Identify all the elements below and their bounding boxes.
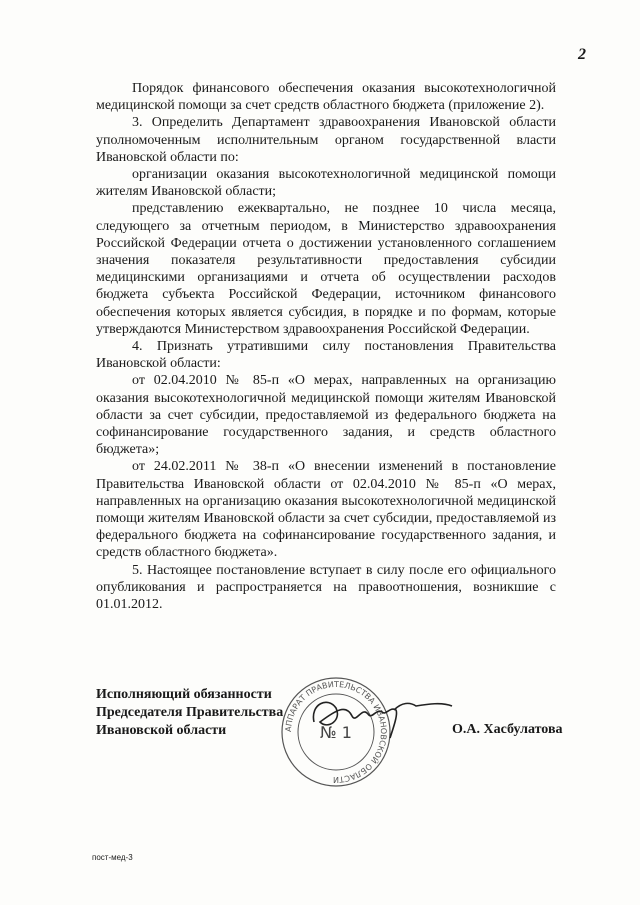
paragraph-item-4: 4. Признать утратившими силу постановления Правительства Ивановской области: <box>96 339 556 372</box>
paragraph-item-3-a: организации оказания высокотехнологичной медицинской помощи жителям Ивановской области; <box>96 167 556 200</box>
paragraph-item-4-a: от 02.04.2010 № 85-п «О мерах, направленных на организацию оказания высокотехнологичной медицинской помощи жителям Ивановской области за счет субсидии, предоставляемой из федерального бюджета на софинансирование государственного задания, и средств областного бюджета»; <box>96 373 556 458</box>
paragraph-procedure: Порядок финансового обеспечения оказания высокотехнологичной медицинской помощи за счет средств областного бюджета (приложение 2). <box>96 81 556 114</box>
signer-name: О.А. Хасбулатова <box>452 722 563 737</box>
page-number: 2 <box>578 46 586 63</box>
paragraph-item-5: 5. Настоящее постановление вступает в силу после его официального опубликования и распространяется на правоотношения, возникшие с 01.01.2012. <box>96 562 556 613</box>
stamp-number: № 1 <box>320 723 352 742</box>
paragraph-item-4-b: от 24.02.2011 № 38-п «О внесении изменений в постановление Правительства Ивановской области от 02.04.2010 № 85-п «О мерах, направленных на организацию оказания высокотехнологичной медицинской помощи жителям Ивановской области за счет субсидии, предоставляемой из федерального бюджета на софинансирование государственного задания, и средств областного бюджета». <box>96 459 556 561</box>
document-code: пост-мед-3 <box>92 853 133 862</box>
signature-line-2: Председателя Правительства <box>96 705 284 720</box>
signature-line-3: Ивановской области <box>96 723 227 738</box>
paragraph-item-3-b: представлению ежеквартально, не позднее 10 числа месяца, следующего за отчетным периодом, в Министерство здравоохранения Российской Федерации отчета о достижении установленного соглашением значения показателя результативности предоставления субсидии медицинскими организациями и отчета об осуществлении расходов бюджета субъекта Российской Федерации, источником финансового обеспечения которых является субсидия, в порядке и по формам, которые утверждаются Министерством здравоохранения Российской Федерации. <box>96 201 556 337</box>
signature-title <box>96 686 283 740</box>
paragraph-item-3: 3. Определить Департамент здравоохранения Ивановской области уполномоченным исполнительным органом государственной власти Ивановской области по: <box>96 115 556 165</box>
document-body <box>96 80 556 613</box>
stamp-ring-text: АППАРАТ ПРАВИТЕЛЬСТВА ИВАНОВСКОЙ ОБЛАСТИ <box>283 679 389 785</box>
signature-handwriting <box>306 686 456 746</box>
signature-line-1: Исполняющий обязанности <box>96 687 272 702</box>
